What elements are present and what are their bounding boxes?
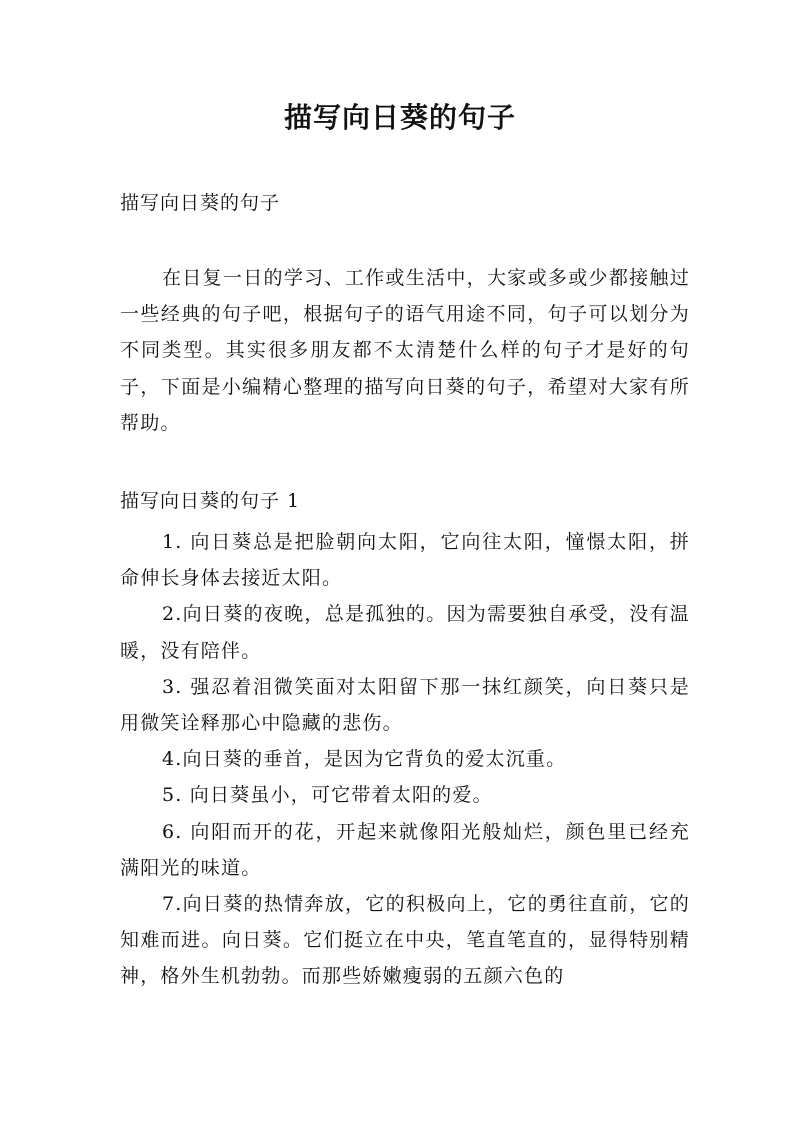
list-item: 1. 向日葵总是把脸朝向太阳，它向往太阳，憧憬太阳，拼命伸长身体去接近太阳。 bbox=[120, 531, 690, 590]
intro-paragraph: 在日复一日的学习、工作或生活中，大家或多或少都接触过一些经典的句子吧，根据句子的语气用途不同，句子可以划分为不同类型。其实很多朋友都不太清楚什么样的句子才是好的句子，下面是小编精心整理的描写向日葵的句子，希望对大家有所帮助。 bbox=[120, 267, 690, 434]
list-item: 6. 向阳而开的花，开起来就像阳光般灿烂，颜色里已经充满阳光的味道。 bbox=[120, 820, 690, 879]
list-item: 2.向日葵的夜晚，总是孤独的。因为需要独自承受，没有温暖，没有陪伴。 bbox=[120, 603, 690, 662]
list-item: 4.向日葵的垂首，是因为它背负的爱太沉重。 bbox=[162, 748, 567, 771]
list-item: 7.向日葵的热情奔放，它的积极向上，它的勇往直前，它的知难而进。向日葵。它们挺立在中央，笔直笔直的，显得特别精神，格外生机勃勃。而那些娇嫩瘦弱的五颜六色的 bbox=[120, 893, 690, 988]
section-heading: 描写向日葵的句子 1 bbox=[120, 490, 301, 512]
list-item: 5. 向日葵虽小，可它带着太阳的爱。 bbox=[162, 784, 493, 807]
document-title: 描写向日葵的句子 bbox=[283, 101, 516, 134]
list-item: 3. 强忍着泪微笑面对太阳留下那一抹红颜笑，向日葵只是用微笑诠释那心中隐藏的悲伤。 bbox=[120, 675, 690, 735]
sentence-list bbox=[120, 524, 690, 995]
document-subtitle: 描写向日葵的句子 bbox=[120, 192, 281, 214]
